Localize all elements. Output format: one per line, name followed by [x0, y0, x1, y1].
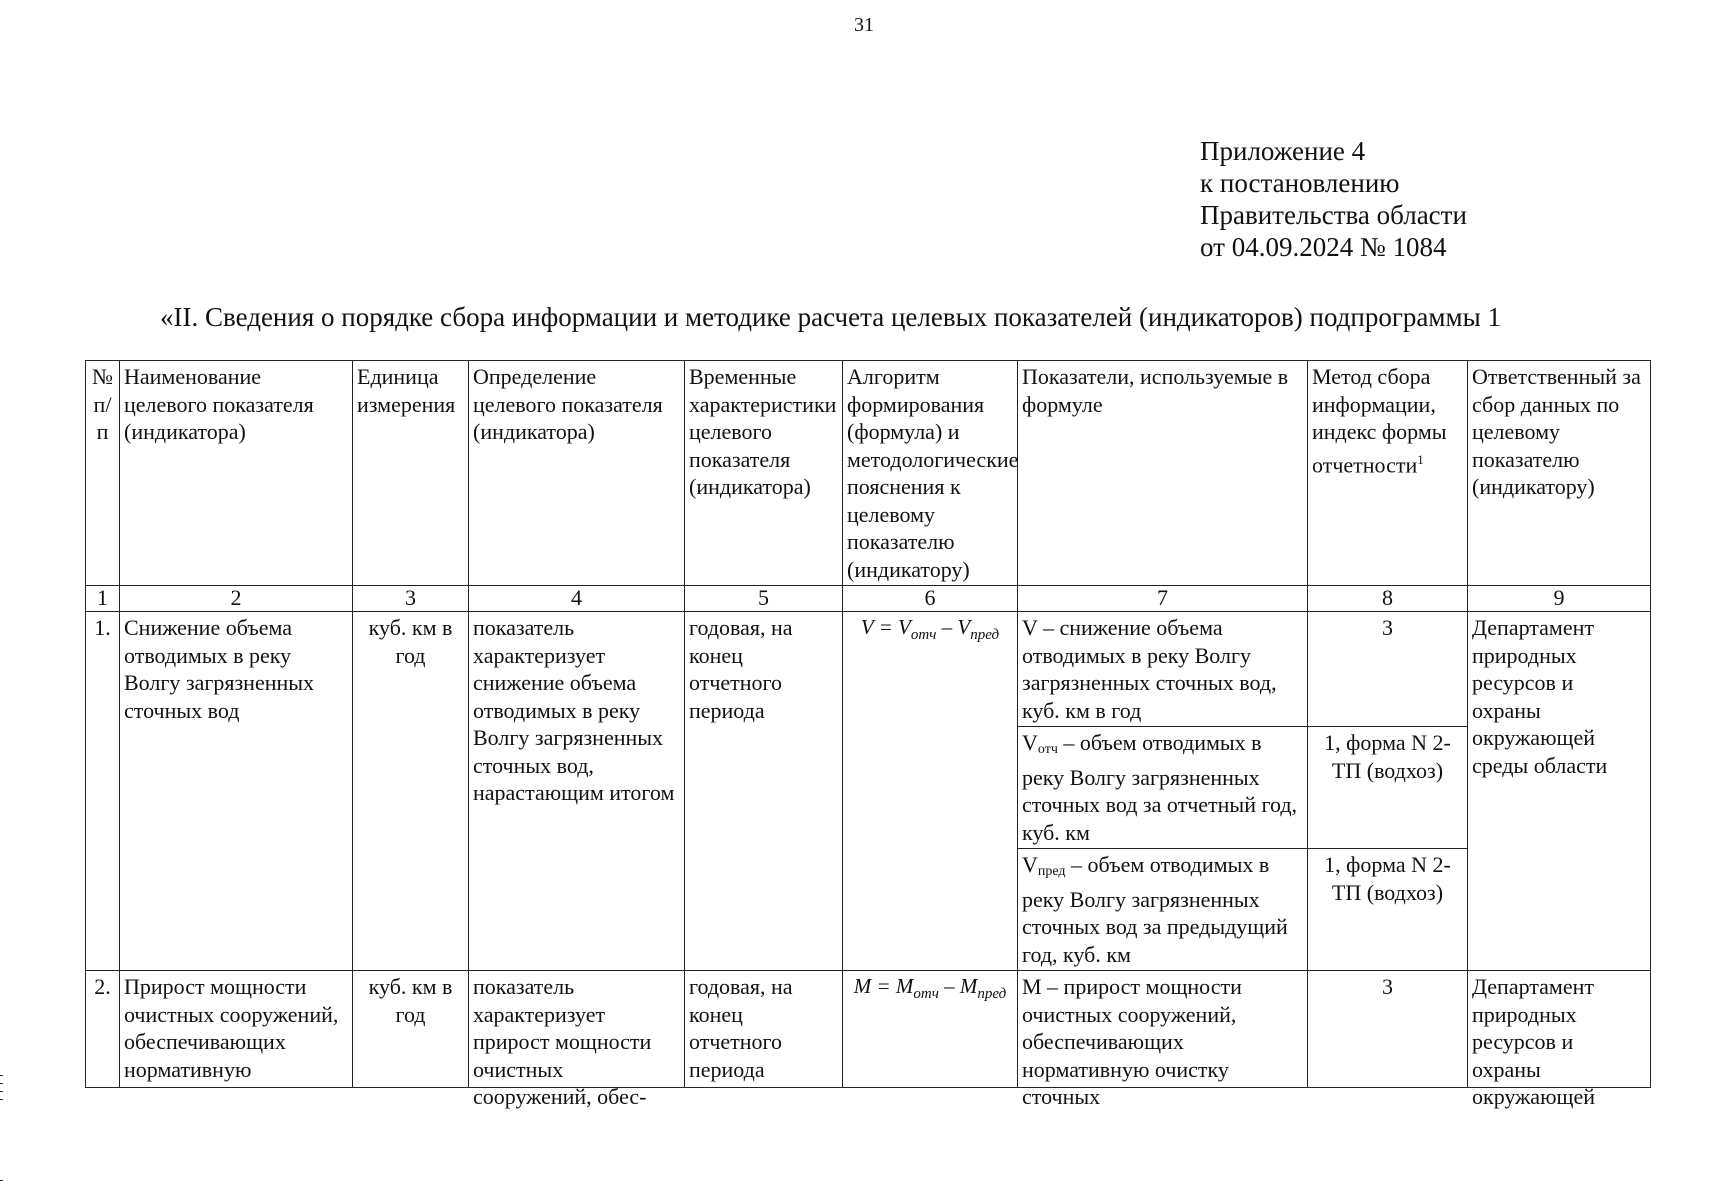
indicator-symbol-sub: отч	[1037, 742, 1058, 757]
row-number: 1.	[86, 612, 120, 971]
method-cell: 3	[1308, 971, 1468, 1088]
method-cell: 1, форма N 2-ТП (водхоз)	[1308, 849, 1468, 971]
formula-eq: =	[878, 615, 893, 639]
appendix-line-3: Правительства области	[1200, 200, 1467, 230]
header-row	[86, 361, 1651, 586]
indicator-text: – объем отводимых в реку Волгу загрязненных сточных вод за предыдущий год, куб. км	[1022, 852, 1288, 967]
formula-term-b: V	[957, 615, 971, 639]
indicator-description: M – прирост мощности очистных сооружений, обеспечивающих нормативную очистку сточных	[1018, 971, 1308, 1088]
header-cell-responsible: Ответственный за сбор данных по целевому показателю (индикатору)	[1468, 361, 1651, 586]
formula-term-b: M	[959, 974, 978, 998]
header-cell-unit: Единица измерения	[353, 361, 469, 586]
header-cell-algorithm: Алгоритм формирования (формула) и методологические пояснения к целевому показателю (индикатору)	[843, 361, 1018, 586]
indicator-description	[1018, 849, 1308, 971]
indicator-symbol-sub: пред	[1037, 864, 1066, 879]
indicator-name: Прирост мощности очистных сооружений, обеспечивающих нормативную	[120, 971, 353, 1088]
definition-cell: показатель характеризует прирост мощности очистных сооружений, обес-	[469, 971, 685, 1088]
formula-term-a: M	[895, 974, 914, 998]
table-row	[86, 971, 1651, 1088]
row-number: 2.	[86, 971, 120, 1088]
column-number: 5	[685, 586, 843, 612]
margin-mark	[0, 1091, 3, 1092]
section-title: «II. Сведения о порядке сбора информации и методике расчета целевых показателей (индикаторов) подпрограммы 1	[160, 302, 1501, 332]
method-cell: 3	[1308, 612, 1468, 727]
appendix-line-1: Приложение 4	[1200, 136, 1366, 166]
indicator-symbol: V	[1022, 852, 1038, 877]
header-cell-indicators: Показатели, используемые в формуле	[1018, 361, 1308, 586]
header-cell-definition: Определение целевого показателя (индикатора)	[469, 361, 685, 586]
header-method-text: Метод сбора информации, индекс формы отчетности	[1312, 364, 1447, 477]
responsible-cell: Департамент природных ресурсов и охраны окружающей среды области	[1468, 612, 1651, 971]
column-number: 1	[86, 586, 120, 612]
method-cell: 1, форма N 2-ТП (водхоз)	[1308, 727, 1468, 849]
definition-cell: показатель характеризует снижение объема отводимых в реку Волгу загрязненных сточных вод, нарастающим итогом	[469, 612, 685, 971]
margin-mark	[0, 1180, 3, 1181]
indicator-description	[1018, 727, 1308, 849]
formula-lhs: M	[853, 974, 872, 998]
page-number: 31	[854, 14, 874, 36]
column-number-row	[86, 586, 1651, 612]
column-number: 4	[469, 586, 685, 612]
header-cell-number: № п/п	[86, 361, 120, 586]
formula-term-a: V	[898, 615, 911, 639]
column-number: 9	[1468, 586, 1651, 612]
indicators-table	[85, 360, 1651, 1109]
period-cell: годовая, на конец отчетного периода	[685, 971, 843, 1088]
margin-mark	[0, 1083, 3, 1084]
unit-cell: куб. км в год	[353, 971, 469, 1088]
unit-cell: куб. км в год	[353, 612, 469, 971]
indicator-name: Снижение объема отводимых в реку Волгу загрязненных сточных вод	[120, 612, 353, 971]
formula-minus: –	[944, 974, 955, 998]
period-cell: годовая, на конец отчетного периода	[685, 612, 843, 971]
indicator-description: V – снижение объема отводимых в реку Волгу загрязненных сточных вод, куб. км в год	[1018, 612, 1308, 727]
column-number: 3	[353, 586, 469, 612]
formula-term-a-sub: отч	[913, 986, 939, 1003]
responsible-cell: Департамент природных ресурсов и охраны окружающей	[1468, 971, 1651, 1088]
column-number: 8	[1308, 586, 1468, 612]
formula-term-a-sub: отч	[910, 627, 937, 644]
column-number: 7	[1018, 586, 1308, 612]
formula-cell	[843, 612, 1018, 971]
formula-eq: =	[876, 974, 891, 998]
footnote-marker: 1	[1417, 451, 1424, 467]
formula-term-b-sub: пред	[977, 986, 1007, 1003]
formula-term-b-sub: пред	[970, 627, 1000, 644]
appendix-block	[1200, 135, 1467, 263]
header-cell-period: Временные характеристики целевого показателя (индикатора)	[685, 361, 843, 586]
margin-mark	[0, 1099, 3, 1100]
formula-lhs: V	[860, 615, 874, 639]
formula-cell	[843, 971, 1018, 1088]
appendix-line-4: от 04.09.2024 № 1084	[1200, 232, 1447, 262]
header-cell-method	[1308, 361, 1468, 586]
table-row	[86, 612, 1651, 727]
indicator-text: – объем отводимых в реку Волгу загрязненных сточных вод за отчетный год, куб. км	[1022, 730, 1298, 845]
indicator-symbol: V	[1022, 730, 1038, 755]
column-number: 2	[120, 586, 353, 612]
margin-mark	[0, 1075, 3, 1076]
header-cell-name: Наименование целевого показателя (индикатора)	[120, 361, 353, 586]
column-number: 6	[843, 586, 1018, 612]
appendix-line-2: к постановлению	[1200, 168, 1400, 198]
formula-minus: –	[941, 615, 953, 639]
